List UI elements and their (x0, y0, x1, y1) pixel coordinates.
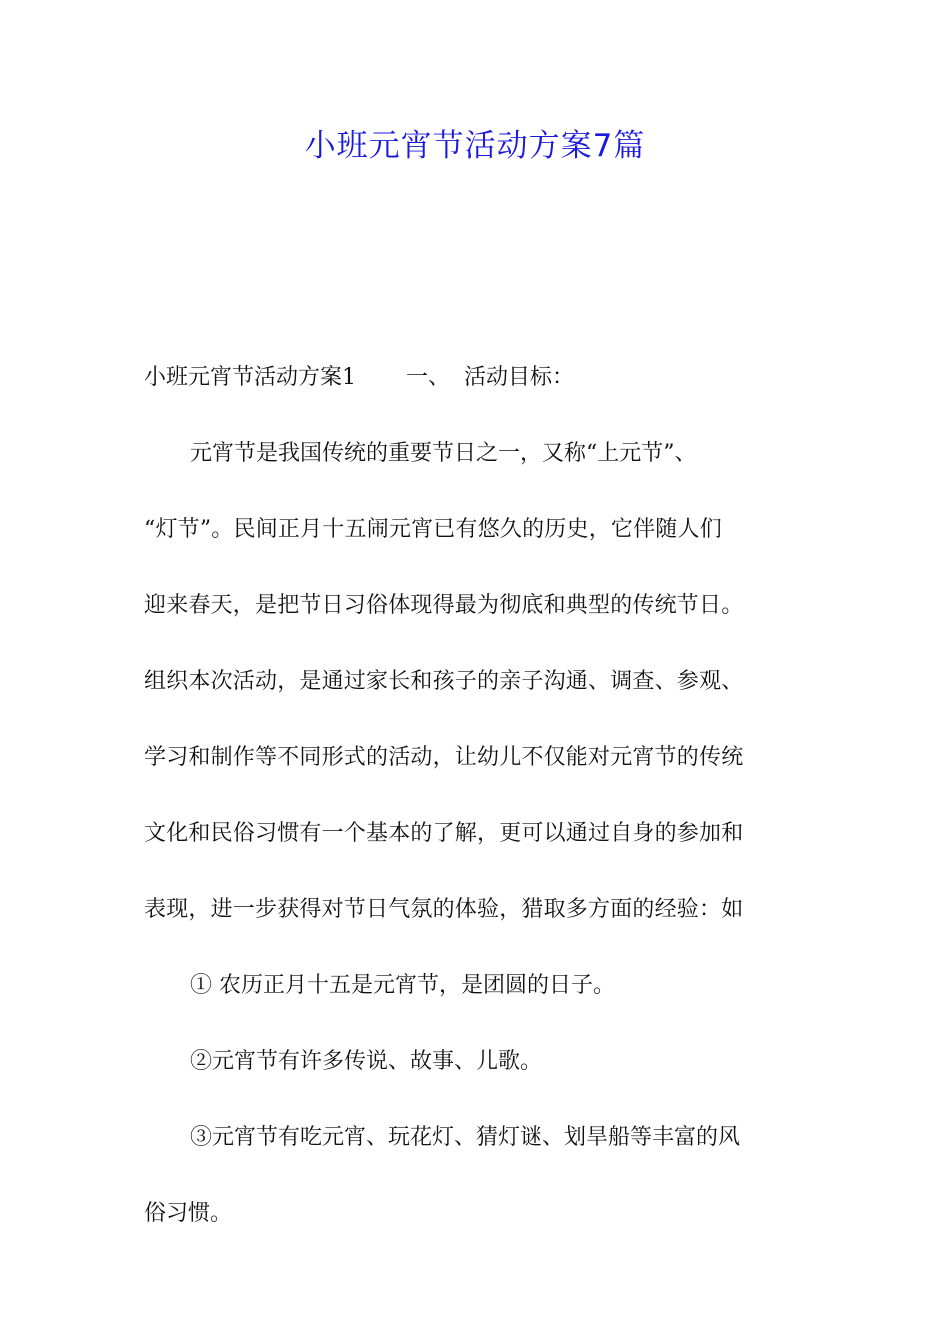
document-title: 小班元宵节活动方案7篇 (304, 128, 646, 164)
paragraph-line: “灯节”。民间正月十五闹元宵已有悠久的历史，它伴随人们 (144, 517, 722, 542)
list-item: ②元宵节有许多传说、故事、儿歌。 (190, 1049, 543, 1074)
document-body (144, 340, 814, 1252)
paragraph-line: 元宵节是我国传统的重要节日之一，又称“上元节”、 (190, 441, 697, 466)
paragraph-line: 表现，进一步获得对节日气氛的体验，猎取多方面的经验：如 (144, 897, 744, 922)
list-item: ③元宵节有吃元宵、玩花灯、猜灯谜、划旱船等丰富的风 (190, 1125, 741, 1150)
section-heading-name: 小班元宵节活动方案1 (144, 365, 356, 390)
list-item: ① 农历正月十五是元宵节，是团圆的日子。 (190, 973, 615, 998)
paragraph-line: 文化和民俗习惯有一个基本的了解，更可以通过自身的参加和 (144, 821, 744, 846)
section-heading (144, 340, 814, 416)
section-heading-label: 活动目标： (464, 365, 575, 390)
list-item-continuation: 俗习惯。 (144, 1201, 233, 1226)
section-heading-number: 一、 (406, 365, 451, 390)
paragraph-line: 迎来春天，是把节日习俗体现得最为彻底和典型的传统节日。 (144, 593, 744, 618)
paragraph-line: 组织本次活动，是通过家长和孩子的亲子沟通、调查、参观、 (144, 669, 744, 694)
paragraph-line: 学习和制作等不同形式的活动，让幼儿不仅能对元宵节的传统 (144, 745, 744, 770)
